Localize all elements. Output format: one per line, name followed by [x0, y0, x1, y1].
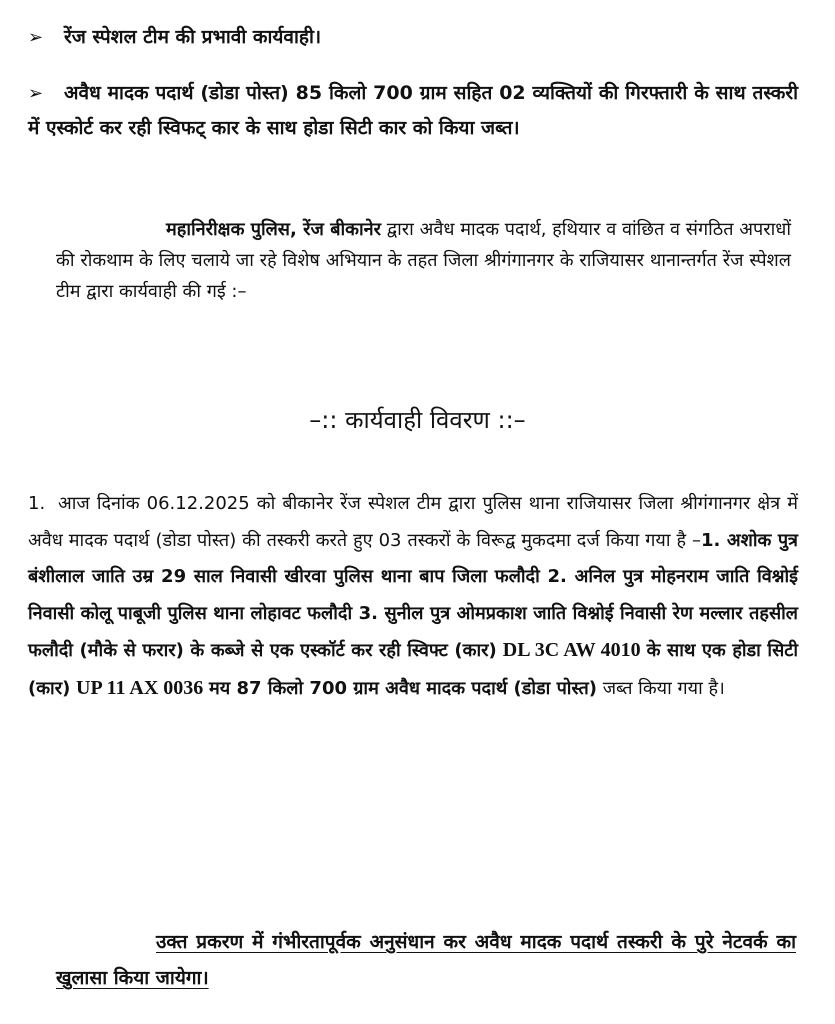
item-number: 1.	[28, 493, 46, 514]
vehicle-plate-honda: UP 11 AX 0036	[76, 676, 204, 699]
summary-text: अवैध मादक पदार्थ (डोडा पोस्त) 85 किलो 700 ग्राम सहित 02 व्यक्तियों की गिरफ्तारी के साथ तस्करी में एस्कोर्ट कर रही स्विफट् कार के साथ होडा सिटी कार को किया जब्त।	[28, 82, 798, 139]
bullet-headline	[28, 20, 798, 55]
arrow-bullet-icon: ➢	[28, 27, 44, 48]
seizure-vehicle: के साथ एक होडा सिटी (कार)	[28, 640, 798, 699]
intro-authority: महानिरीक्षक पुलिस, रेंज बीकानेर	[166, 219, 381, 240]
intro-paragraph	[56, 214, 791, 307]
item-text-intro: आज दिनांक 06.12.2025 को बीकानेर रेंज स्पेशल टीम द्वारा पुलिस थाना राजियासर जिला श्रीगंगानगर क्षेत्र में अवैध मादक पदार्थ (डोडा पोस्त) की तस्करी करते हुए 03 तस्करों के विरूद्व मुकदमा दर्ज किया गया है –	[28, 493, 798, 551]
headline-text: रेंज स्पेशल टीम की प्रभावी कार्यवाही।	[64, 26, 322, 48]
closing-statement	[56, 924, 796, 996]
closing-text: उक्त प्रकरण में गंभीरतापूर्वक अनुसंधान कर अवैध मादक पदार्थ तस्करी के पुरे नेटवर्क का खुलासा किया जायेगा।	[56, 931, 796, 989]
accused-details: 1. अशोक पुत्र बंशीलाल जाति उम्र 29 साल निवासी खीरवा पुलिस थाना बाप जिला फलौदी 2. अनिल पुत्र मोहनराम जाति विश्नोई निवासी कोलू पाबूजी पुलिस थाना लोहावट फलौदी 3. सुनील पुत्र ओमप्रकाश जाति विश्नोई निवासी रेण मल्लार तहसील फलौदी (मौके से फरार) के कब्जे से एक एस्कॉर्ट कर रही स्विफ्ट (कार)	[28, 529, 798, 661]
arrow-bullet-icon: ➢	[28, 83, 44, 104]
item-text-end: जब्त किया गया है।	[596, 677, 725, 699]
intro-text: द्वारा अवैध मादक पदार्थ, हथियार व वांछित व संगठित अपराधों की रोकथाम के लिए चलाये जा रहे विशेष अभियान के तहत जिला श्रीगंगानगर के राजियासर थानान्तर्गत रेंज स्पेशल टीम द्वारा कार्यवाही की गई :–	[56, 219, 792, 302]
bullet-summary	[28, 76, 798, 145]
section-heading: –:: कार्यवाही विवरण ::–	[309, 406, 526, 434]
vehicle-plate-swift: DL 3C AW 4010	[502, 639, 641, 661]
seizure-quantity: मय 87 किलो 700 ग्राम अवैध मादक पदार्थ (डोडा पोस्त)	[209, 677, 597, 699]
action-detail-item	[28, 486, 798, 707]
